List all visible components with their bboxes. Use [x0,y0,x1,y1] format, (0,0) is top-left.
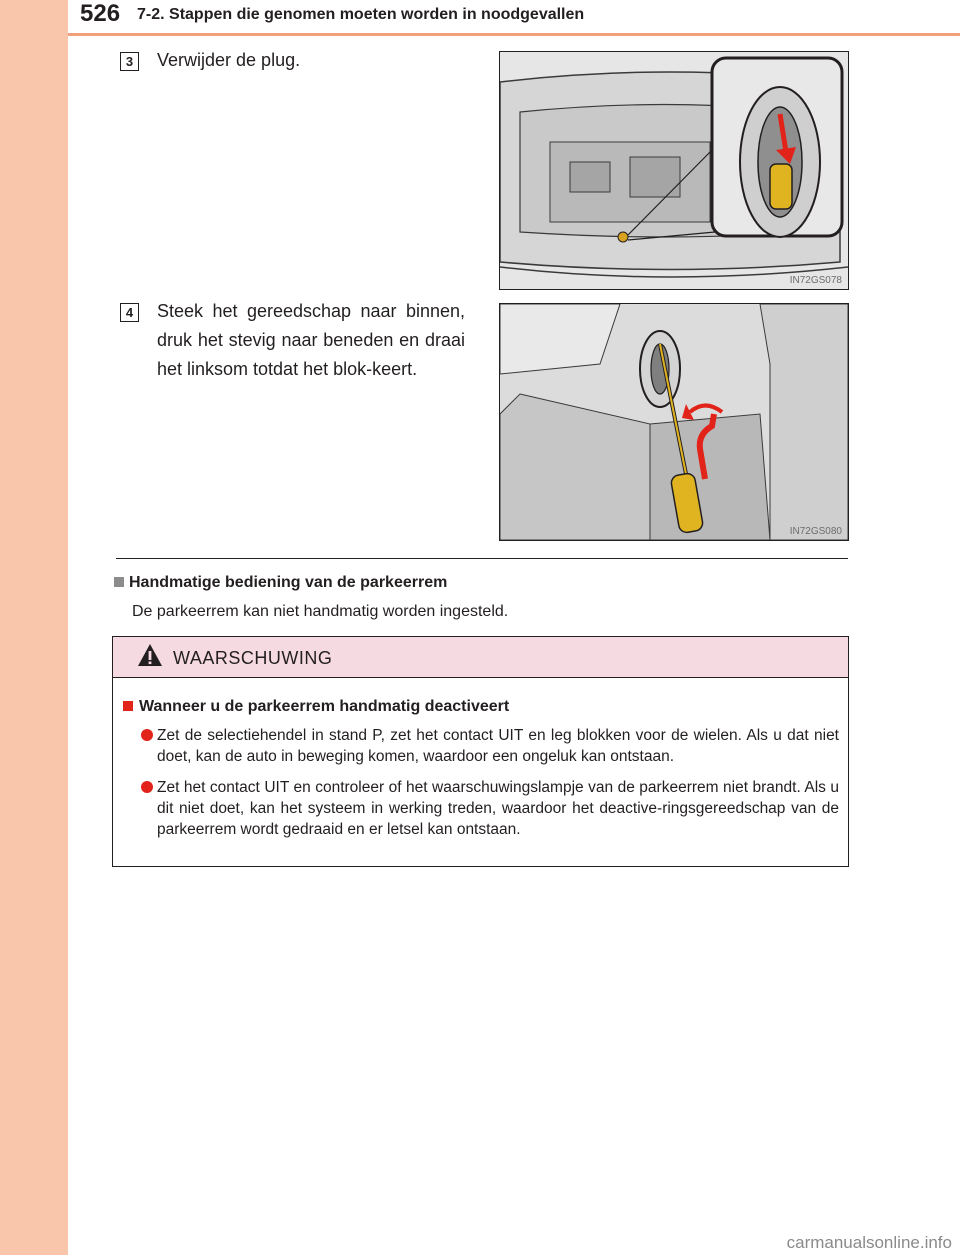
red-square-bullet-icon [123,701,133,711]
warning-item-text: Zet de selectiehendel in stand P, zet het contact UIT en leg blokken voor de wielen. Als u dat niet doet, kan de auto in beweging komen, waardoor een ongeluk kan ontstaan. [157,727,839,765]
red-dot-bullet-icon [141,729,153,741]
warning-item [141,777,839,840]
step-3-text: Verwijder de plug. [157,50,301,70]
section-title-text: Handmatige bediening van de parkeerrem [129,574,448,591]
warning-item-text: Zet het contact UIT en controleer of het waarschuwingslampje van de parkeerrem niet brandt. Als u dit niet doet, kan het systeem in werking treden, waardoor het deactive-ringsgereedschap van de parkeerrem wordt gedraaid en er letsel kan ontstaan. [157,779,839,838]
figure-remove-plug [499,51,849,290]
section-body: De parkeerrem kan niet handmatig worden ingesteld. [132,603,509,620]
warning-subtitle [123,697,509,717]
tool-illustration [500,304,848,540]
figure-id: IN72GS078 [789,275,842,286]
section-divider [116,558,848,559]
page-number: 526 [80,0,121,27]
warning-title: WAARSCHUWING [173,648,333,668]
square-bullet-icon [114,577,124,587]
chapter-title: 7-2. Stappen die genomen moeten worden in noodgevallen [137,6,585,23]
trunk-illustration [500,52,848,289]
section-heading [114,573,447,593]
header-divider [68,33,960,36]
warning-triangle-icon [137,643,163,667]
figure-insert-tool [499,303,849,541]
step-number-badge: 4 [120,303,139,322]
watermark: carmanualsonline.info [786,1233,952,1252]
warning-subtitle-text: Wanneer u de parkeerrem handmatig deactiveert [139,698,510,715]
warning-header [113,637,848,678]
warning-box [112,636,849,867]
step-4-text: Steek het gereedschap naar binnen, druk het stevig naar beneden en draai het linksom totdat het blok-keert. [157,301,465,379]
step-number-badge: 3 [120,52,139,71]
figure-id: IN72GS080 [789,526,842,537]
chapter-sidebar-tab [0,0,68,1255]
red-dot-bullet-icon [141,781,153,793]
warning-item [141,725,839,767]
